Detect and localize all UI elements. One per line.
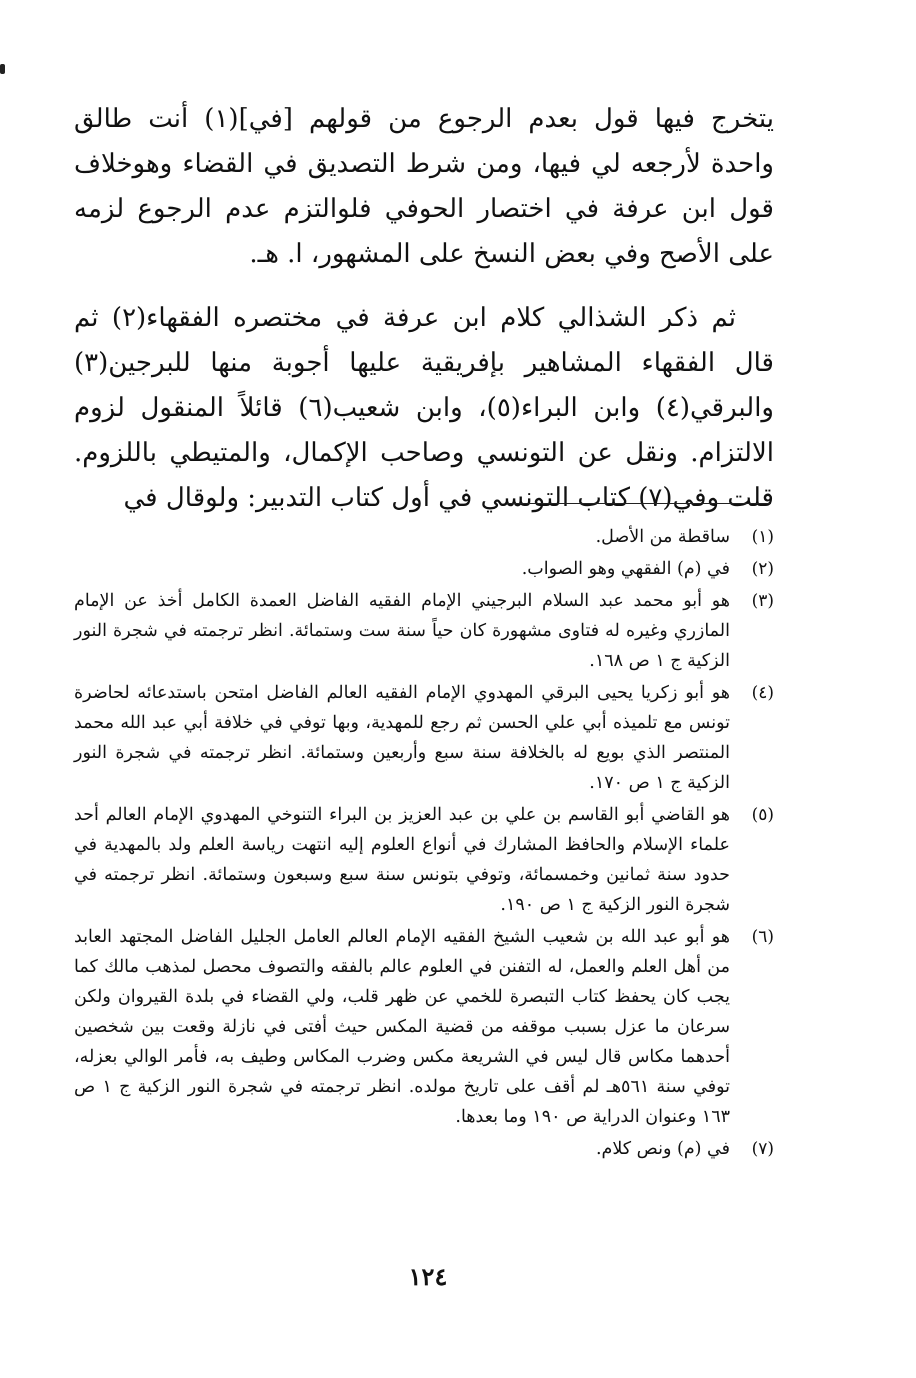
footnote-number: (٦): [751, 927, 774, 947]
scan-mark: [0, 64, 5, 74]
footnote-text: هو أبو محمد عبد السلام البرجيني الإمام الفقيه الفاضل العمدة الكامل أخذ عن الإمام المازري وغيره له فتاوى مشهورة كان حياً سنة ست وستمائة. انظر ترجمته في شجرة النور الزكية ج ١ ص ١٦٨.: [74, 591, 730, 671]
footnote-number: (٤): [751, 683, 774, 703]
footnote-6: [74, 922, 774, 1132]
body-paragraph-2: ثم ذكر الشذالي كلام ابن عرفة في مختصره الفقهاء(٢) ثم قال الفقهاء المشاهير بإفريقية عليها أجوبة منها للبرجين(٣) والبرقي(٤) وابن البراء(٥)، وابن شعيب(٦) قائلاً المنقول لزوم الالتزام. ونقل عن التونسي وصاحب الإكمال، والمتيطي باللزوم. قلت وفي(٧) كتاب التونسي في أول كتاب التدبير: ولوقال في: [74, 303, 774, 513]
footnotes-list: [74, 522, 774, 1166]
footnote-number: (٧): [751, 1139, 774, 1159]
footnote-text: ساقطة من الأصل.: [595, 527, 730, 547]
footnote-number: (٢): [751, 559, 774, 579]
footnote-2: [74, 554, 774, 584]
body-paragraph-1: يتخرج فيها قول بعدم الرجوع من قولهم [في](١) أنت طالق واحدة لأرجعه لي فيها، ومن شرط التصديق في القضاء وهوخلاف قول ابن عرفة في اختصار الحوفي فلوالتزم عدم الرجوع لزمه على الأصح وفي بعض النسخ على المشهور، ا. هـ.: [74, 104, 774, 269]
page-number: ١٢٤: [408, 1262, 448, 1291]
footnote-number: (٥): [751, 805, 774, 825]
footnote-number: (١): [751, 527, 774, 547]
footnote-text: هو القاضي أبو القاسم بن علي بن عبد العزيز بن البراء التنوخي المهدوي الإمام العالم أحد علماء الإسلام والحافظ المشارك في أنواع العلوم إليه انتهت رياسة العلم ولد بالمهدية في حدود سنة ثمانين وخمسمائة، وتوفي بتونس سنة سبع وسبعون وستمائة. انظر ترجمته في شجرة النور الزكية ج ١ ص ١٩٠.: [74, 805, 730, 915]
footnote-separator: [507, 503, 771, 504]
footnote-1: [74, 522, 774, 552]
footnote-number: (٣): [751, 591, 774, 611]
footnote-4: [74, 678, 774, 798]
footnote-text: في (م) الفقهي وهو الصواب.: [521, 559, 730, 579]
footnote-text: هو أبو عبد الله بن شعيب الشيخ الفقيه الإمام العالم العامل الجليل الفاضل المجتهد العابد من أهل العلم والعمل، له التفنن في العلوم عالم بالفقه والتصوف محصل لمذهب مالك كما يجب كان يحفظ كتاب التبصرة للخمي عن ظهر قلب، ولي القضاء في بلدة القيروان ولكن سرعان ما عزل بسبب موقفه من قضية المكس حيث أفتى في نازلة وقعت بين شخصين أحدهما مكاس قال ليس في الشريعة مكس وضرب المكاس وطيف به، فأمر الوالي بعزله، توفي سنة ٥٦١هـ لم أقف على تاريخ مولده. انظر ترجمته في شجرة النور الزكية ج ١ ص ١٦٣ وعنوان الدراية ص ١٩٠ وما بعدها.: [74, 927, 730, 1127]
footnote-7: [74, 1134, 774, 1164]
footnote-5: [74, 800, 774, 920]
footnote-text: في (م) ونص كلام.: [595, 1139, 730, 1159]
footnote-3: [74, 586, 774, 676]
footnote-text: هو أبو زكريا يحيى البرقي المهدوي الإمام الفقيه العالم الفاضل امتحن باستدعائه لحاضرة تونس مع تلميذه أبي علي الحسن ثم رجع للمهدية، وبها توفي في خلافة أبي عبد الله محمد المنتصر الذي بويع له بالخلافة سنة سبع وأربعين وستمائة. انظر ترجمته في شجرة النور الزكية ج ١ ص ١٧٠.: [74, 683, 730, 793]
